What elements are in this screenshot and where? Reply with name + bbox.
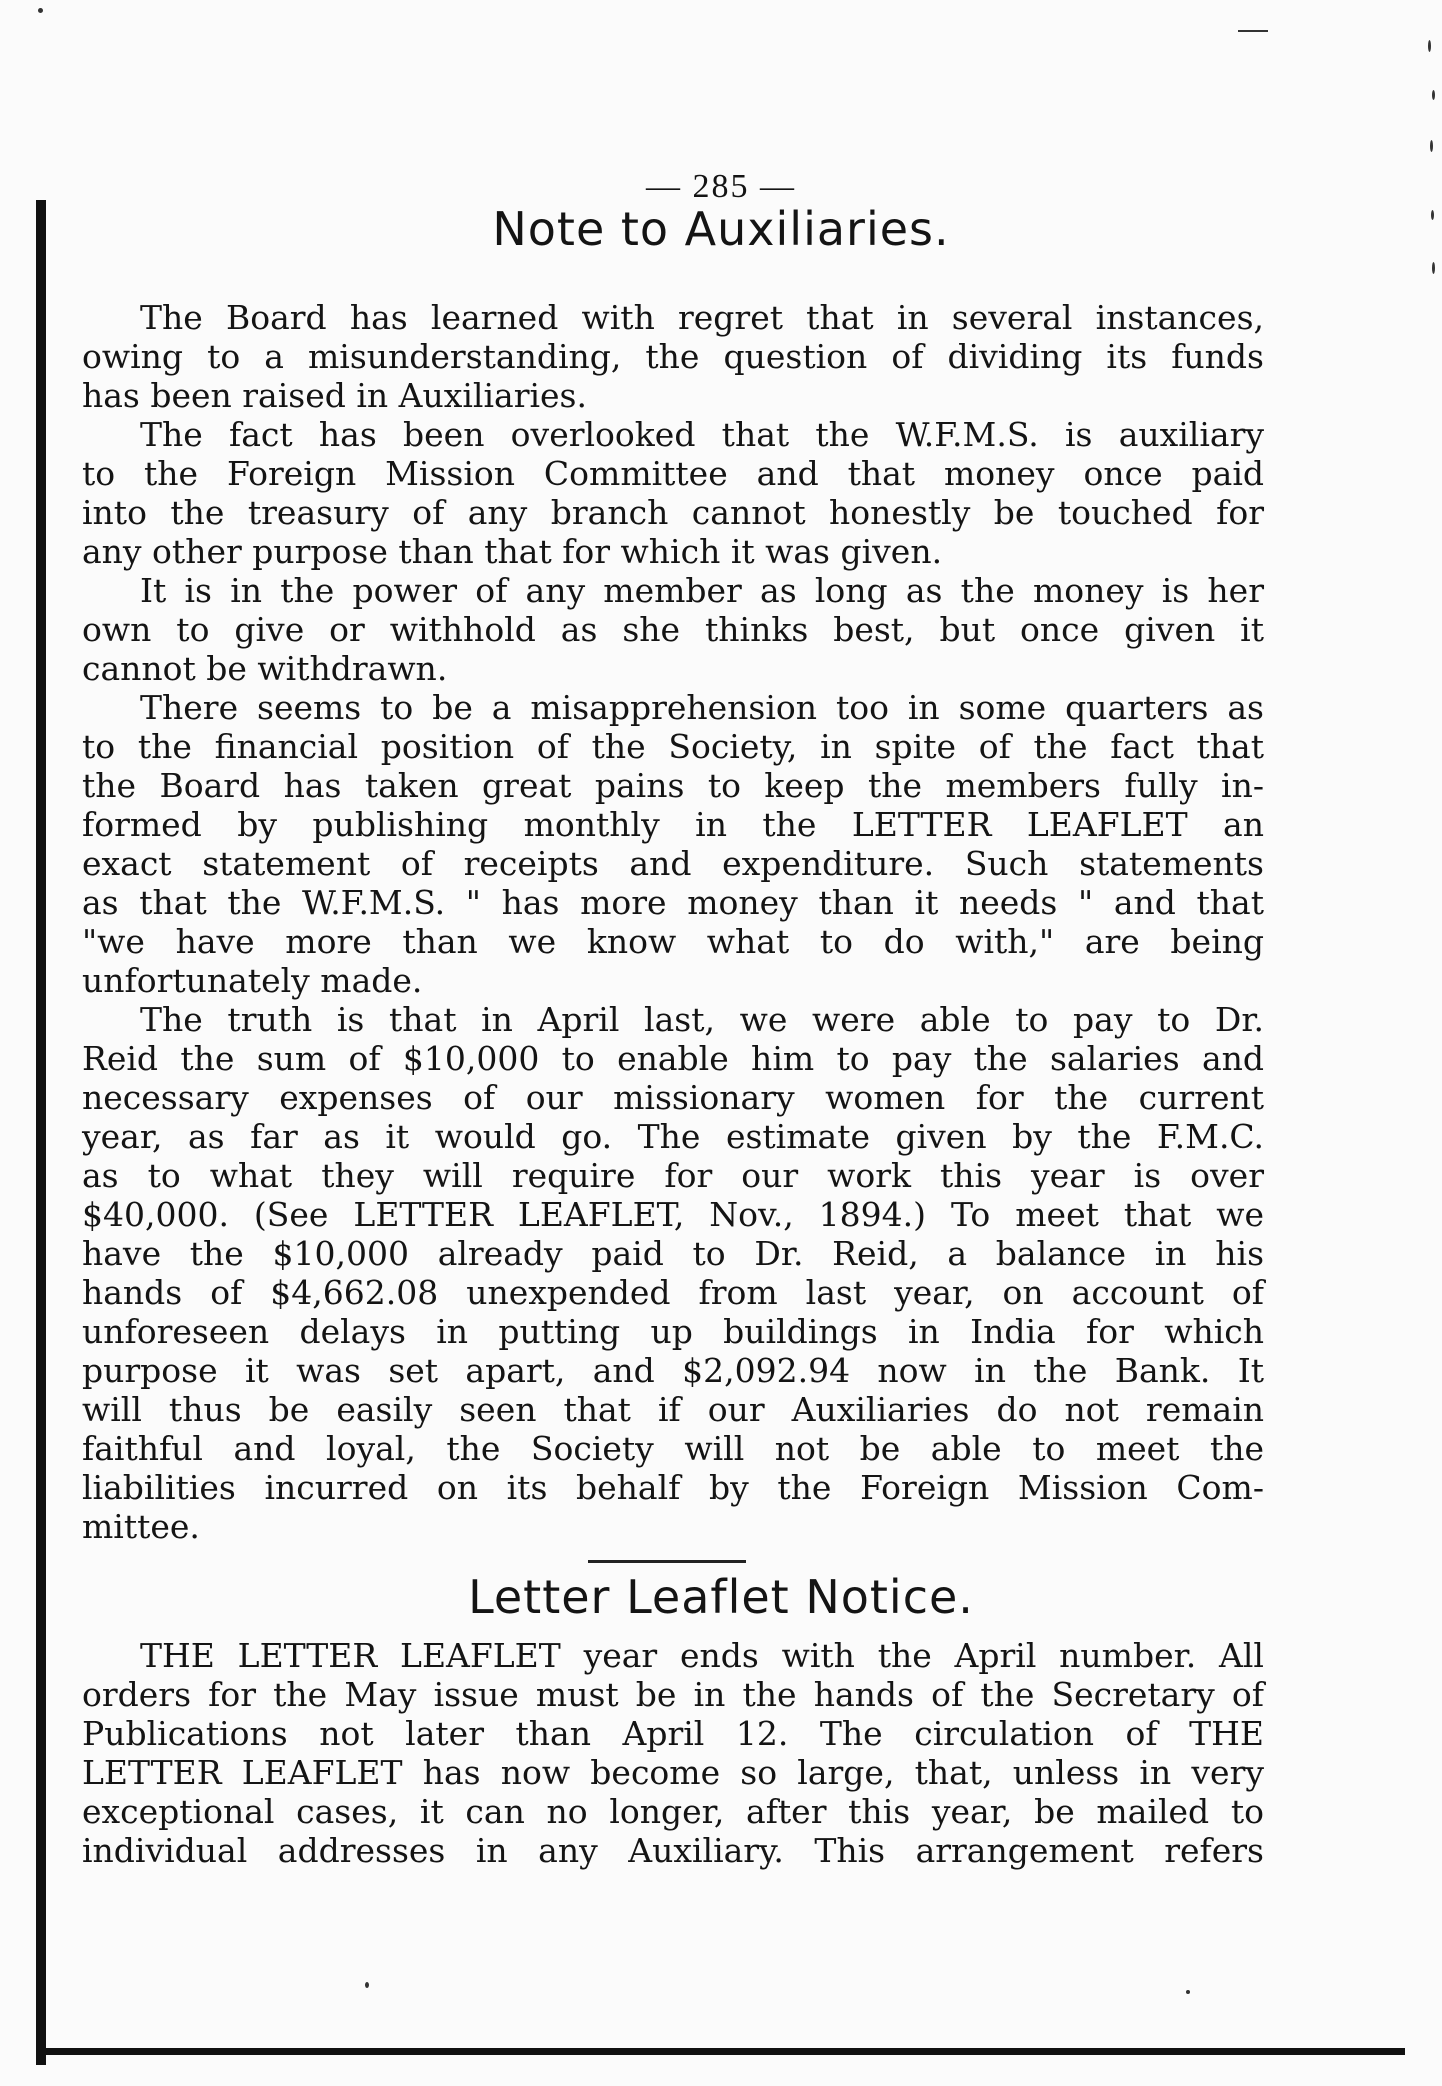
- text-line: $40,000. (See LETTER LEAFLET, Nov., 1894.) To meet that we: [82, 1195, 1264, 1234]
- section-heading-note-to-auxiliaries: Note to Auxiliaries.: [492, 202, 950, 256]
- text-line: "we have more than we know what to do with," are being: [82, 922, 1264, 961]
- text-line: Reid the sum of $10,000 to enable him to pay the salaries and: [82, 1039, 1264, 1078]
- text-line: unforeseen delays in putting up buildings in India for which: [82, 1312, 1264, 1351]
- scan-speck: [1432, 90, 1435, 100]
- text-line: cannot be withdrawn.: [82, 649, 448, 688]
- text-line: has been raised in Auxiliaries.: [82, 376, 587, 415]
- text-line: Publications not later than April 12. The circulation of THE: [82, 1714, 1264, 1753]
- note-to-auxiliaries-body: [82, 298, 1264, 1546]
- text-line: purpose it was set apart, and $2,092.94 now in the Bank. It: [82, 1351, 1264, 1390]
- section-separator-rule: [588, 1560, 746, 1563]
- scan-speck: [365, 1982, 369, 1988]
- text-line: own to give or withhold as she thinks best, but once given it: [82, 610, 1264, 649]
- text-line: There seems to be a misapprehension too in some quarters as: [140, 688, 1264, 727]
- text-line: to the financial position of the Society, in spite of the fact that: [82, 727, 1264, 766]
- text-line: necessary expenses of our missionary women for the current: [82, 1078, 1264, 1117]
- text-line: formed by publishing monthly in the LETTER LEAFLET an: [82, 805, 1264, 844]
- text-line: owing to a misunderstanding, the question of dividing its funds: [82, 337, 1264, 376]
- scan-speck: [1430, 140, 1433, 152]
- text-line: into the treasury of any branch cannot honestly be touched for: [82, 493, 1264, 532]
- section-heading-letter-leaflet-notice: Letter Leaflet Notice.: [468, 1570, 974, 1624]
- bottom-edge-rule: [40, 2048, 1405, 2055]
- text-line: to the Foreign Mission Committee and that money once paid: [82, 454, 1264, 493]
- left-margin-rule: [36, 200, 46, 2065]
- text-line: The fact has been overlooked that the W.F.M.S. is auxiliary: [140, 415, 1264, 454]
- text-line: exceptional cases, it can no longer, after this year, be mailed to: [82, 1792, 1264, 1831]
- scan-speck: [38, 8, 43, 13]
- text-line: unfortunately made.: [82, 961, 423, 1000]
- scan-speck: [1238, 30, 1268, 32]
- text-line: LETTER LEAFLET has now become so large, that, unless in very: [82, 1753, 1264, 1792]
- text-line: as to what they will require for our work this year is over: [82, 1156, 1264, 1195]
- text-line: will thus be easily seen that if our Auxiliaries do not remain: [82, 1390, 1264, 1429]
- text-line: year, as far as it would go. The estimate given by the F.M.C.: [82, 1117, 1264, 1156]
- scan-speck: [1186, 1990, 1190, 1994]
- text-line: have the $10,000 already paid to Dr. Reid, a balance in his: [82, 1234, 1264, 1273]
- text-line: THE LETTER LEAFLET year ends with the April number. All: [140, 1636, 1264, 1675]
- text-line: mittee.: [82, 1507, 200, 1546]
- text-line: faithful and loyal, the Society will not be able to meet the: [82, 1429, 1264, 1468]
- text-line: liabilities incurred on its behalf by the Foreign Mission Com-: [82, 1468, 1264, 1507]
- text-line: orders for the May issue must be in the hands of the Secretary of: [82, 1675, 1264, 1714]
- text-line: The truth is that in April last, we were able to pay to Dr.: [140, 1000, 1264, 1039]
- scan-speck: [1432, 262, 1435, 274]
- text-line: exact statement of receipts and expenditure. Such statements: [82, 844, 1264, 883]
- text-line: any other purpose than that for which it was given.: [82, 532, 943, 571]
- text-line: The Board has learned with regret that in several instances,: [140, 298, 1264, 337]
- text-line: It is in the power of any member as long as the money is her: [140, 571, 1264, 610]
- letter-leaflet-notice-body: [82, 1636, 1264, 1870]
- page-number: — 285 —: [646, 168, 796, 205]
- text-line: the Board has taken great pains to keep the members fully in-: [82, 766, 1264, 805]
- text-line: hands of $4,662.08 unexpended from last year, on account of: [82, 1273, 1264, 1312]
- text-line: as that the W.F.M.S. " has more money than it needs " and that: [82, 883, 1264, 922]
- text-line: individual addresses in any Auxiliary. This arrangement refers: [82, 1831, 1264, 1870]
- scan-speck: [1428, 40, 1431, 52]
